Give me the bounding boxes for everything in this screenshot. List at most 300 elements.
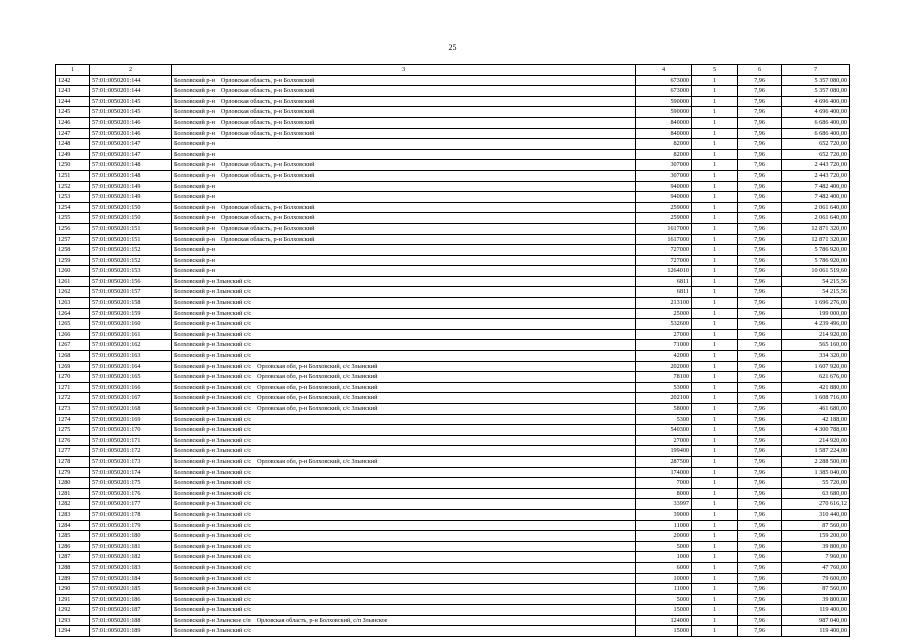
cadastral-value-cell: 5 357 080,00: [782, 75, 850, 86]
district-text: Болховский р-н Злынский с/с: [174, 479, 252, 487]
rate-cell: 7,96: [738, 594, 782, 605]
count-cell: 1: [692, 266, 738, 277]
district-text: Болховский р-н Злынский с/с: [174, 362, 252, 370]
rate-cell: 7,96: [738, 128, 782, 139]
count-cell: 1: [692, 128, 738, 139]
district-text: Болховский р-н Злынский с/с: [174, 341, 252, 349]
cadastral-number-cell: 57:01:0050201:164: [90, 361, 172, 372]
header-cell: 1: [56, 65, 90, 76]
table-row: [56, 86, 850, 97]
district-text: Болховский р-н Злынский с/с: [174, 299, 252, 307]
cadastral-value-cell: 12 871 320,00: [782, 223, 850, 234]
district-text: Болховский р-н Злынский с/с: [174, 627, 252, 635]
cadastral-value-cell: 55 720,00: [782, 478, 850, 489]
location-cell: [172, 255, 636, 266]
rate-cell: 7,96: [738, 605, 782, 616]
location-cell: [172, 361, 636, 372]
table-row: [56, 552, 850, 563]
area-cell: 259000: [636, 202, 692, 213]
table-row: [56, 128, 850, 139]
cadastral-value-cell: 5 786 920,00: [782, 245, 850, 256]
rate-cell: 7,96: [738, 213, 782, 224]
rate-cell: 7,96: [738, 319, 782, 330]
row-number-cell: 1292: [56, 605, 90, 616]
address-text: Орловская область, р-н Болховский, с/п Злынское: [256, 616, 388, 624]
table-row: [56, 287, 850, 298]
cadastral-value-cell: 421 880,00: [782, 382, 850, 393]
cadastral-value-cell: 54 215,56: [782, 287, 850, 298]
location-cell: [172, 223, 636, 234]
count-cell: 1: [692, 372, 738, 383]
table-row: [56, 213, 850, 224]
district-text: Болховский р-н: [174, 267, 215, 275]
address-text: Орловская область, р-н Болховский: [220, 76, 315, 84]
count-cell: 1: [692, 287, 738, 298]
location-cell: [172, 319, 636, 330]
location-cell: [172, 287, 636, 298]
rate-cell: 7,96: [738, 329, 782, 340]
cadastral-number-cell: 57:01:0050201:171: [90, 435, 172, 446]
area-cell: 1264010: [636, 266, 692, 277]
address-text: Орловская область, р-н Болховский: [220, 129, 315, 137]
row-number-cell: 1288: [56, 562, 90, 573]
table-row: [56, 361, 850, 372]
cadastral-value-cell: 39 800,00: [782, 541, 850, 552]
table-row: [56, 435, 850, 446]
area-cell: 8000: [636, 488, 692, 499]
address-text: Орловская обл, р-н Болховский, с/с Злынский: [257, 394, 378, 402]
cadastral-number-cell: 57:01:0050201:185: [90, 584, 172, 595]
address-text: Орловская обл, р-н Болховский, с/с Злынский: [257, 457, 378, 465]
cadastral-number-cell: 57:01:0050201:147: [90, 149, 172, 160]
address-text: Орловская область, р-н Болховский: [220, 108, 315, 116]
row-number-cell: 1263: [56, 298, 90, 309]
table-row: [56, 266, 850, 277]
district-text: Болховский р-н Злынский с/с: [174, 500, 252, 508]
location-cell: [172, 478, 636, 489]
district-text: Болховский р-н Злынский с/с: [174, 352, 252, 360]
header-cell: 2: [90, 65, 172, 76]
count-cell: 1: [692, 139, 738, 150]
count-cell: 1: [692, 393, 738, 404]
district-text: Болховский р-н Злынский с/с: [174, 585, 252, 593]
location-cell: [172, 562, 636, 573]
cadastral-value-cell: 1 608 716,00: [782, 393, 850, 404]
count-cell: 1: [692, 298, 738, 309]
count-cell: 1: [692, 562, 738, 573]
count-cell: 1: [692, 96, 738, 107]
count-cell: 1: [692, 573, 738, 584]
cadastral-number-cell: 57:01:0050201:149: [90, 192, 172, 203]
area-cell: 53000: [636, 382, 692, 393]
row-number-cell: 1262: [56, 287, 90, 298]
row-number-cell: 1289: [56, 573, 90, 584]
cadastral-number-cell: 57:01:0050201:152: [90, 255, 172, 266]
cadastral-number-cell: 57:01:0050201:149: [90, 181, 172, 192]
row-number-cell: 1271: [56, 382, 90, 393]
cadastral-value-cell: 1 696 276,00: [782, 298, 850, 309]
table-row: [56, 298, 850, 309]
count-cell: 1: [692, 329, 738, 340]
cadastral-value-cell: 2 061 640,00: [782, 213, 850, 224]
address-text: Орловская обл, р-н Болховский, с/с Злынский: [257, 383, 378, 391]
cadastral-value-cell: 12 871 320,00: [782, 234, 850, 245]
location-cell: [172, 531, 636, 542]
rate-cell: 7,96: [738, 351, 782, 362]
cadastral-number-cell: 57:01:0050201:165: [90, 372, 172, 383]
rate-cell: 7,96: [738, 192, 782, 203]
table-row: [56, 192, 850, 203]
rate-cell: 7,96: [738, 96, 782, 107]
district-text: Болховский р-н Злынский с/с: [174, 320, 252, 328]
table-row: [56, 404, 850, 415]
row-number-cell: 1256: [56, 223, 90, 234]
cadastral-value-cell: 310 440,00: [782, 509, 850, 520]
district-text: Болховский р-н: [174, 171, 215, 179]
cadastral-value-cell: 54 215,56: [782, 276, 850, 287]
row-number-cell: 1281: [56, 488, 90, 499]
row-number-cell: 1293: [56, 615, 90, 626]
area-cell: 673000: [636, 75, 692, 86]
area-cell: 590000: [636, 107, 692, 118]
district-text: Болховский р-н Злынский с/с: [174, 542, 252, 550]
district-text: Болховский р-н Злынский с/с: [174, 309, 252, 317]
cadastral-value-cell: 87 560,00: [782, 584, 850, 595]
count-cell: 1: [692, 552, 738, 563]
count-cell: 1: [692, 340, 738, 351]
district-text: Болховский р-н Злынский с/с: [174, 394, 252, 402]
count-cell: 1: [692, 615, 738, 626]
cadastral-number-cell: 57:01:0050201:151: [90, 223, 172, 234]
location-cell: [172, 107, 636, 118]
location-cell: [172, 96, 636, 107]
table-row: [56, 351, 850, 362]
location-cell: [172, 372, 636, 383]
address-text: Орловская область, р-н Болховский: [220, 97, 315, 105]
area-cell: 590000: [636, 96, 692, 107]
district-text: Болховский р-н Злынский с/с: [174, 468, 252, 476]
cadastral-number-cell: 57:01:0050201:148: [90, 160, 172, 171]
location-cell: [172, 393, 636, 404]
rate-cell: 7,96: [738, 414, 782, 425]
table-row: [56, 181, 850, 192]
district-text: Болховский р-н: [174, 256, 215, 264]
row-number-cell: 1294: [56, 626, 90, 637]
area-cell: 33997: [636, 499, 692, 510]
row-number-cell: 1275: [56, 425, 90, 436]
table-row: [56, 149, 850, 160]
cadastral-number-cell: 57:01:0050201:188: [90, 615, 172, 626]
row-number-cell: 1269: [56, 361, 90, 372]
district-text: Болховский р-н: [174, 97, 215, 105]
row-number-cell: 1284: [56, 520, 90, 531]
row-number-cell: 1245: [56, 107, 90, 118]
cadastral-value-cell: 214 920,00: [782, 329, 850, 340]
location-cell: [172, 266, 636, 277]
district-text: Болховский р-н: [174, 246, 215, 254]
area-cell: 202100: [636, 393, 692, 404]
rate-cell: 7,96: [738, 435, 782, 446]
location-cell: [172, 626, 636, 637]
row-number-cell: 1246: [56, 117, 90, 128]
area-cell: 673000: [636, 86, 692, 97]
location-cell: [172, 488, 636, 499]
table-row: [56, 319, 850, 330]
area-cell: 202000: [636, 361, 692, 372]
row-number-cell: 1268: [56, 351, 90, 362]
table-row: [56, 75, 850, 86]
row-number-cell: 1270: [56, 372, 90, 383]
area-cell: 840000: [636, 128, 692, 139]
area-cell: 15000: [636, 605, 692, 616]
cadastral-value-cell: 4 300 788,00: [782, 425, 850, 436]
area-cell: 540300: [636, 425, 692, 436]
district-text: Болховский р-н Злынский с/с: [174, 436, 252, 444]
district-text: Болховский р-н Злынский с/с: [174, 447, 252, 455]
district-text: Болховский р-н Злынский с/с: [174, 330, 252, 338]
cadastral-value-cell: 7 960,00: [782, 552, 850, 563]
area-cell: 10000: [636, 573, 692, 584]
rate-cell: 7,96: [738, 531, 782, 542]
cadastral-number-cell: 57:01:0050201:175: [90, 478, 172, 489]
area-cell: 11000: [636, 520, 692, 531]
count-cell: 1: [692, 488, 738, 499]
cadastral-number-cell: 57:01:0050201:178: [90, 509, 172, 520]
row-number-cell: 1267: [56, 340, 90, 351]
header-cell: 5: [692, 65, 738, 76]
rate-cell: 7,96: [738, 372, 782, 383]
cadastral-value-cell: 5 357 080,00: [782, 86, 850, 97]
row-number-cell: 1255: [56, 213, 90, 224]
address-text: Орловская область, р-н Болховский: [220, 235, 315, 243]
row-number-cell: 1278: [56, 456, 90, 467]
row-number-cell: 1261: [56, 276, 90, 287]
row-number-cell: 1252: [56, 181, 90, 192]
district-text: Болховский р-н: [174, 235, 215, 243]
count-cell: 1: [692, 351, 738, 362]
cadastral-number-cell: 57:01:0050201:147: [90, 139, 172, 150]
row-number-cell: 1242: [56, 75, 90, 86]
district-text: Болховский р-н: [174, 76, 215, 84]
page-number: 25: [448, 43, 457, 52]
count-cell: 1: [692, 626, 738, 637]
cadastral-number-cell: 57:01:0050201:180: [90, 531, 172, 542]
count-cell: 1: [692, 276, 738, 287]
district-text: Болховский р-н: [174, 214, 215, 222]
area-cell: 532600: [636, 319, 692, 330]
cadastral-number-cell: 57:01:0050201:146: [90, 117, 172, 128]
cadastral-number-cell: 57:01:0050201:169: [90, 414, 172, 425]
table-row: [56, 425, 850, 436]
table-row: [56, 626, 850, 637]
location-cell: [172, 308, 636, 319]
area-cell: 1617000: [636, 234, 692, 245]
address-text: Орловская область, р-н Болховский: [220, 203, 315, 211]
area-cell: 174000: [636, 467, 692, 478]
rate-cell: 7,96: [738, 234, 782, 245]
count-cell: 1: [692, 446, 738, 457]
area-cell: 307000: [636, 160, 692, 171]
address-text: Орловская область, р-н Болховский: [220, 161, 315, 169]
count-cell: 1: [692, 160, 738, 171]
location-cell: [172, 276, 636, 287]
area-cell: 6000: [636, 562, 692, 573]
cadastral-value-cell: 1 587 224,00: [782, 446, 850, 457]
cadastral-number-cell: 57:01:0050201:177: [90, 499, 172, 510]
area-cell: 20000: [636, 531, 692, 542]
district-text: Болховский р-н Злынский с/с: [174, 606, 252, 614]
location-cell: [172, 329, 636, 340]
location-cell: [172, 404, 636, 415]
row-number-cell: 1244: [56, 96, 90, 107]
table-row: [56, 202, 850, 213]
area-cell: 940000: [636, 192, 692, 203]
cadastral-number-cell: 57:01:0050201:181: [90, 541, 172, 552]
cadastral-value-cell: 987 040,00: [782, 615, 850, 626]
table-row: [56, 467, 850, 478]
district-text: Болховский р-н Злынское с/п: [174, 616, 251, 624]
count-cell: 1: [692, 192, 738, 203]
area-cell: 1000: [636, 552, 692, 563]
location-cell: [172, 213, 636, 224]
count-cell: 1: [692, 584, 738, 595]
row-number-cell: 1257: [56, 234, 90, 245]
cadastral-value-cell: 39 800,00: [782, 594, 850, 605]
table-row: [56, 520, 850, 531]
district-text: Болховский р-н: [174, 182, 215, 190]
cadastral-value-cell: 87 560,00: [782, 520, 850, 531]
rate-cell: 7,96: [738, 245, 782, 256]
count-cell: 1: [692, 223, 738, 234]
district-text: Болховский р-н Злынский с/с: [174, 426, 252, 434]
row-number-cell: 1280: [56, 478, 90, 489]
cadastral-value-cell: 2 061 640,00: [782, 202, 850, 213]
area-cell: 6811: [636, 276, 692, 287]
cadastral-number-cell: 57:01:0050201:167: [90, 393, 172, 404]
cadastral-value-cell: 621 676,00: [782, 372, 850, 383]
table-row: [56, 584, 850, 595]
cadastral-value-cell: 119 400,00: [782, 605, 850, 616]
location-cell: [172, 340, 636, 351]
count-cell: 1: [692, 414, 738, 425]
count-cell: 1: [692, 467, 738, 478]
area-cell: 5300: [636, 414, 692, 425]
header-cell: 6: [738, 65, 782, 76]
cadastral-number-cell: 57:01:0050201:166: [90, 382, 172, 393]
table-row: [56, 414, 850, 425]
rate-cell: 7,96: [738, 456, 782, 467]
location-cell: [172, 552, 636, 563]
cadastral-number-cell: 57:01:0050201:168: [90, 404, 172, 415]
cadastral-value-cell: 2 288 500,00: [782, 456, 850, 467]
cadastral-value-cell: 10 061 519,60: [782, 266, 850, 277]
count-cell: 1: [692, 308, 738, 319]
rate-cell: 7,96: [738, 478, 782, 489]
table-row: [56, 541, 850, 552]
rate-cell: 7,96: [738, 170, 782, 181]
area-cell: 27000: [636, 329, 692, 340]
area-cell: 11000: [636, 584, 692, 595]
cadastral-value-cell: 652 720,00: [782, 149, 850, 160]
area-cell: 25000: [636, 308, 692, 319]
cadastral-number-cell: 57:01:0050201:173: [90, 456, 172, 467]
count-cell: 1: [692, 520, 738, 531]
area-cell: 5000: [636, 541, 692, 552]
cadastral-number-cell: 57:01:0050201:161: [90, 329, 172, 340]
area-cell: 727000: [636, 255, 692, 266]
cadastral-value-cell: 7 482 400,00: [782, 181, 850, 192]
row-number-cell: 1254: [56, 202, 90, 213]
table-row: [56, 478, 850, 489]
area-cell: 259000: [636, 213, 692, 224]
table-row: [56, 605, 850, 616]
area-cell: 15000: [636, 626, 692, 637]
location-cell: [172, 467, 636, 478]
cadastral-value-cell: 2 443 720,00: [782, 170, 850, 181]
row-number-cell: 1249: [56, 149, 90, 160]
table-header-row: [56, 65, 850, 76]
district-text: Болховский р-н Злынский с/с: [174, 405, 252, 412]
cadastral-number-cell: 57:01:0050201:150: [90, 202, 172, 213]
area-cell: 78100: [636, 372, 692, 383]
address-text: Орловская обл, р-н Болховский, с/с Злынский: [257, 405, 378, 412]
cadastral-number-cell: 57:01:0050201:152: [90, 245, 172, 256]
district-text: Болховский р-н: [174, 203, 215, 211]
row-number-cell: 1260: [56, 266, 90, 277]
district-text: Болховский р-н Злынский с/с: [174, 510, 252, 518]
district-text: Болховский р-н Злынский с/с: [174, 415, 252, 423]
row-number-cell: 1290: [56, 584, 90, 595]
rate-cell: 7,96: [738, 573, 782, 584]
location-cell: [172, 117, 636, 128]
table-row: [56, 255, 850, 266]
rate-cell: 7,96: [738, 584, 782, 595]
district-text: Болховский р-н: [174, 224, 215, 232]
district-text: Болховский р-н: [174, 161, 215, 169]
row-number-cell: 1266: [56, 329, 90, 340]
table-row: [56, 276, 850, 287]
row-number-cell: 1286: [56, 541, 90, 552]
table-row: [56, 531, 850, 542]
row-number-cell: 1291: [56, 594, 90, 605]
cadastral-number-cell: 57:01:0050201:153: [90, 266, 172, 277]
count-cell: 1: [692, 404, 738, 415]
cadastral-value-cell: 4 696 400,00: [782, 96, 850, 107]
area-cell: 42000: [636, 351, 692, 362]
count-cell: 1: [692, 255, 738, 266]
location-cell: [172, 128, 636, 139]
row-number-cell: 1282: [56, 499, 90, 510]
location-cell: [172, 202, 636, 213]
district-text: Болховский р-н: [174, 129, 215, 137]
cadastral-value-cell: 6 686 400,00: [782, 128, 850, 139]
district-text: Болховский р-н Злынский с/с: [174, 489, 252, 497]
count-cell: 1: [692, 478, 738, 489]
cadastral-number-cell: 57:01:0050201:158: [90, 298, 172, 309]
table-row: [56, 393, 850, 404]
cadastral-number-cell: 57:01:0050201:148: [90, 170, 172, 181]
rate-cell: 7,96: [738, 467, 782, 478]
area-cell: 213100: [636, 298, 692, 309]
cadastral-number-cell: 57:01:0050201:174: [90, 467, 172, 478]
table-body: [56, 65, 850, 637]
location-cell: [172, 573, 636, 584]
cadastral-number-cell: 57:01:0050201:156: [90, 276, 172, 287]
location-cell: [172, 615, 636, 626]
cadastral-number-cell: 57:01:0050201:189: [90, 626, 172, 637]
count-cell: 1: [692, 234, 738, 245]
cadastral-value-cell: 1 607 920,00: [782, 361, 850, 372]
